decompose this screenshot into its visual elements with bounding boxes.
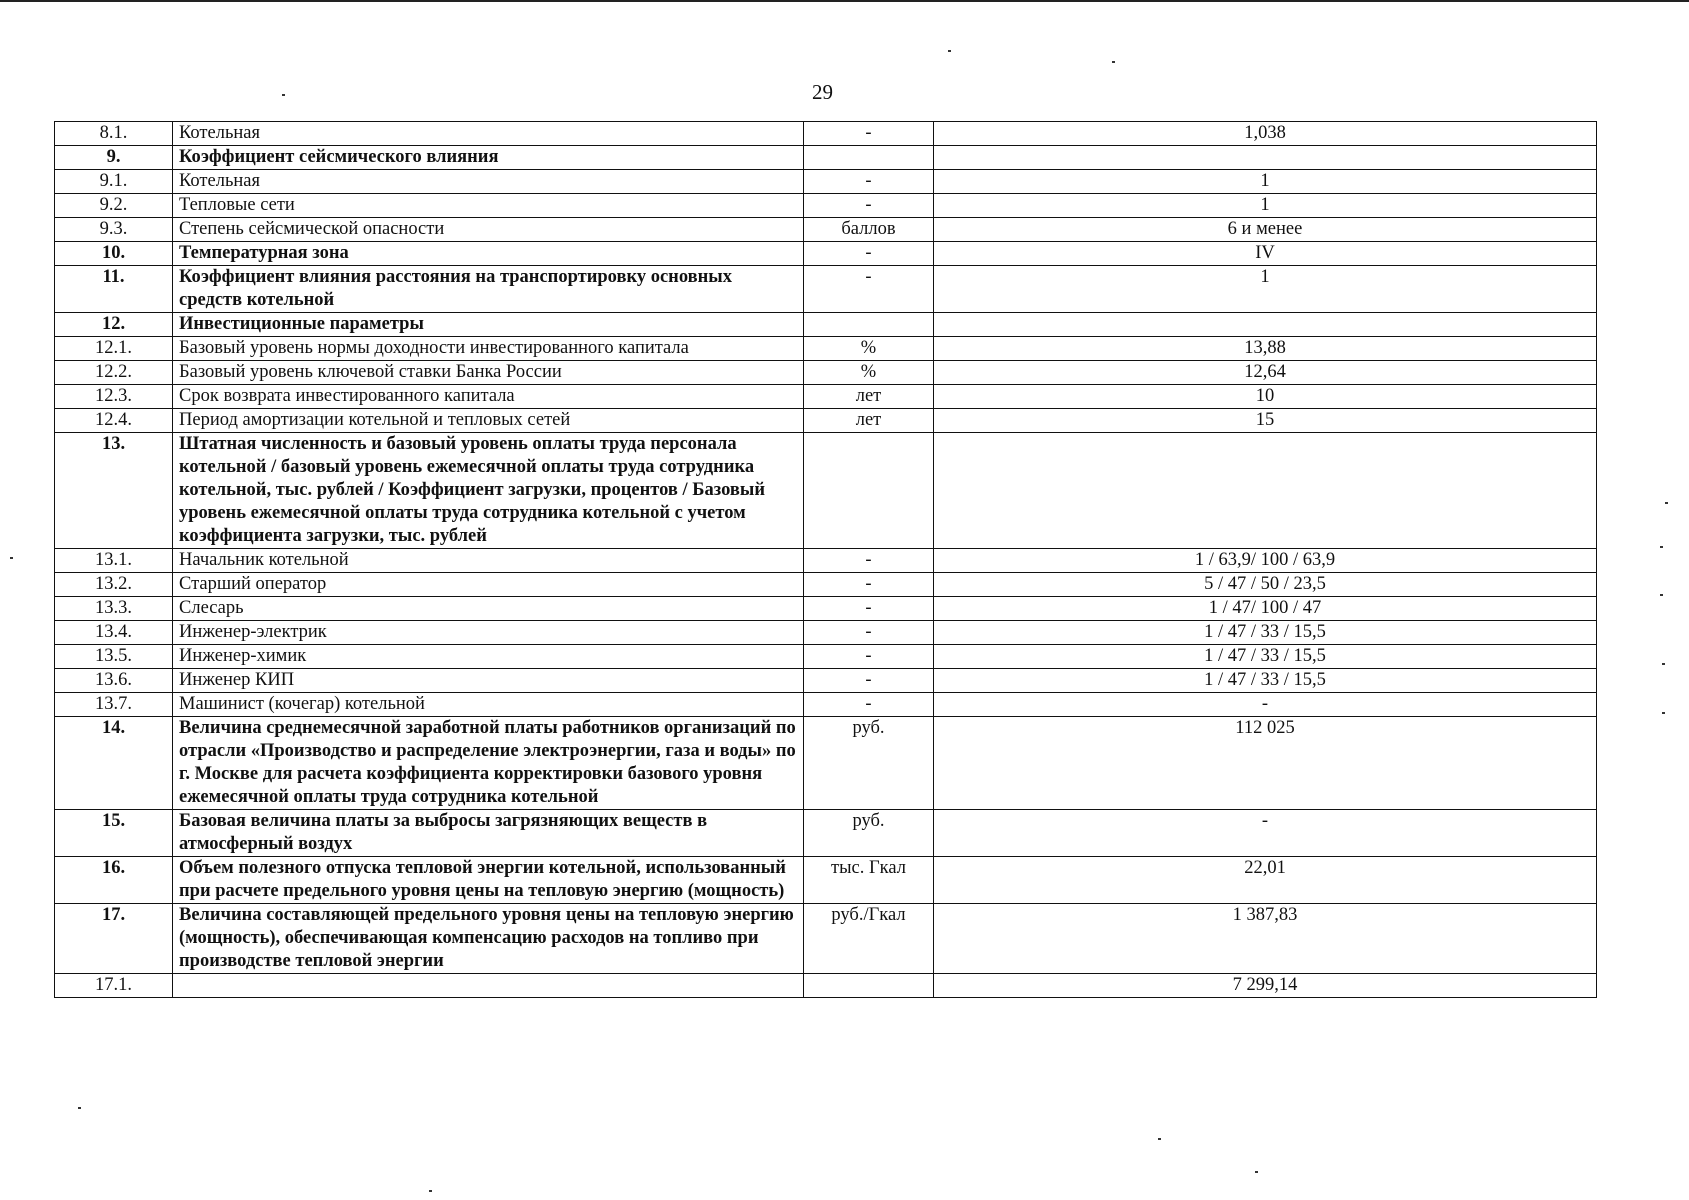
row-value: 1 [934, 194, 1597, 218]
row-value: 15 [934, 409, 1597, 433]
row-name: Коэффициент сейсмического влияния [173, 146, 804, 170]
row-unit: тыс. Гкал [804, 857, 934, 904]
row-value: 1 / 63,9/ 100 / 63,9 [934, 549, 1597, 573]
row-value: 1 387,83 [934, 904, 1597, 974]
row-name: Котельная [173, 170, 804, 194]
row-unit [804, 146, 934, 170]
row-unit: руб. [804, 810, 934, 857]
row-unit: - [804, 621, 934, 645]
row-unit: руб. [804, 717, 934, 810]
row-number: 10. [55, 242, 173, 266]
row-name [173, 974, 804, 998]
row-name: Коэффициент влияния расстояния на транспортировку основных средств котельной [173, 266, 804, 313]
row-number: 9.1. [55, 170, 173, 194]
table-row [55, 974, 1597, 998]
row-unit: % [804, 361, 934, 385]
row-value: 1 / 47 / 33 / 15,5 [934, 669, 1597, 693]
row-number: 13.1. [55, 549, 173, 573]
row-value: 13,88 [934, 337, 1597, 361]
row-number: 13.3. [55, 597, 173, 621]
row-name: Слесарь [173, 597, 804, 621]
row-unit: - [804, 669, 934, 693]
table-row [55, 810, 1597, 857]
table-row [55, 385, 1597, 409]
row-unit: лет [804, 409, 934, 433]
table-row [55, 337, 1597, 361]
table-row [55, 242, 1597, 266]
row-unit: % [804, 337, 934, 361]
table-row [55, 361, 1597, 385]
table-row [55, 218, 1597, 242]
row-value: 1 / 47 / 33 / 15,5 [934, 645, 1597, 669]
row-value [934, 433, 1597, 549]
table-row [55, 266, 1597, 313]
row-value: 1 / 47 / 33 / 15,5 [934, 621, 1597, 645]
table-row [55, 549, 1597, 573]
table-row [55, 621, 1597, 645]
row-number: 9.2. [55, 194, 173, 218]
row-name: Период амортизации котельной и тепловых сетей [173, 409, 804, 433]
table-row [55, 313, 1597, 337]
table-row [55, 597, 1597, 621]
row-unit: - [804, 549, 934, 573]
table-row [55, 573, 1597, 597]
row-value: IV [934, 242, 1597, 266]
table-row [55, 433, 1597, 549]
row-number: 12.1. [55, 337, 173, 361]
row-unit: баллов [804, 218, 934, 242]
row-name: Базовый уровень нормы доходности инвестированного капитала [173, 337, 804, 361]
row-unit: - [804, 597, 934, 621]
row-unit: - [804, 170, 934, 194]
table-row [55, 904, 1597, 974]
row-name: Инженер КИП [173, 669, 804, 693]
row-value: 5 / 47 / 50 / 23,5 [934, 573, 1597, 597]
row-name: Срок возврата инвестированного капитала [173, 385, 804, 409]
row-value: 1 / 47/ 100 / 47 [934, 597, 1597, 621]
table-row [55, 122, 1597, 146]
table-row [55, 146, 1597, 170]
row-number: 12. [55, 313, 173, 337]
row-number: 13.7. [55, 693, 173, 717]
row-unit: - [804, 645, 934, 669]
row-name: Степень сейсмической опасности [173, 218, 804, 242]
row-name: Штатная численность и базовый уровень оплаты труда персонала котельной / базовый уровень ежемесячной оплаты труда сотрудника котельной, тыс. рублей / Коэффициент загрузки, процентов / Базовый уровень ежемесячной оплаты труда сотрудника котельной с учетом коэффициента загрузки, тыс. рублей [173, 433, 804, 549]
row-unit [804, 433, 934, 549]
row-name: Величина составляющей предельного уровня цены на тепловую энергию (мощность), обеспечивающая компенсацию расходов на топливо при производстве тепловой энергии [173, 904, 804, 974]
row-name: Начальник котельной [173, 549, 804, 573]
row-value: 7 299,14 [934, 974, 1597, 998]
row-number: 12.3. [55, 385, 173, 409]
row-name: Тепловые сети [173, 194, 804, 218]
table-row [55, 857, 1597, 904]
row-number: 12.4. [55, 409, 173, 433]
page-number: 29 [812, 80, 833, 104]
table-row [55, 170, 1597, 194]
row-name: Величина среднемесячной заработной платы работников организаций по отрасли «Производство и распределение электроэнергии, газа и воды» по г. Москве для расчета коэффициента корректировки базового уровня ежемесячной оплаты труда сотрудника котельной [173, 717, 804, 810]
row-number: 13.2. [55, 573, 173, 597]
row-unit: - [804, 693, 934, 717]
row-name: Объем полезного отпуска тепловой энергии котельной, использованный при расчете предельного уровня цены на тепловую энергию (мощность) [173, 857, 804, 904]
row-value: 112 025 [934, 717, 1597, 810]
table-row [55, 693, 1597, 717]
row-value: 6 и менее [934, 218, 1597, 242]
row-number: 9. [55, 146, 173, 170]
row-number: 17.1. [55, 974, 173, 998]
row-number: 13.4. [55, 621, 173, 645]
table-row [55, 669, 1597, 693]
row-name: Машинист (кочегар) котельной [173, 693, 804, 717]
row-value: 1 [934, 170, 1597, 194]
row-value: 1,038 [934, 122, 1597, 146]
row-unit: - [804, 122, 934, 146]
row-name: Котельная [173, 122, 804, 146]
table-row [55, 645, 1597, 669]
row-unit: - [804, 266, 934, 313]
row-number: 11. [55, 266, 173, 313]
row-number: 16. [55, 857, 173, 904]
row-name: Инвестиционные параметры [173, 313, 804, 337]
row-number: 13.6. [55, 669, 173, 693]
row-value [934, 146, 1597, 170]
row-unit: - [804, 194, 934, 218]
row-value: - [934, 810, 1597, 857]
row-unit [804, 974, 934, 998]
table-row [55, 194, 1597, 218]
row-name: Старший оператор [173, 573, 804, 597]
row-number: 12.2. [55, 361, 173, 385]
row-value: 1 [934, 266, 1597, 313]
row-name: Базовая величина платы за выбросы загрязняющих веществ в атмосферный воздух [173, 810, 804, 857]
row-unit [804, 313, 934, 337]
row-name: Инженер-электрик [173, 621, 804, 645]
row-number: 13.5. [55, 645, 173, 669]
row-name: Базовый уровень ключевой ставки Банка России [173, 361, 804, 385]
row-unit: руб./Гкал [804, 904, 934, 974]
row-unit: лет [804, 385, 934, 409]
table-body [55, 122, 1597, 998]
parameters-table [54, 121, 1597, 998]
row-number: 15. [55, 810, 173, 857]
row-unit: - [804, 242, 934, 266]
row-name: Температурная зона [173, 242, 804, 266]
row-value: - [934, 693, 1597, 717]
table-row [55, 717, 1597, 810]
row-value: 22,01 [934, 857, 1597, 904]
row-name: Инженер-химик [173, 645, 804, 669]
row-number: 14. [55, 717, 173, 810]
row-number: 8.1. [55, 122, 173, 146]
row-value: 12,64 [934, 361, 1597, 385]
row-number: 17. [55, 904, 173, 974]
row-number: 13. [55, 433, 173, 549]
row-value [934, 313, 1597, 337]
row-number: 9.3. [55, 218, 173, 242]
row-value: 10 [934, 385, 1597, 409]
table-row [55, 409, 1597, 433]
page-top-edge [0, 0, 1689, 2]
row-unit: - [804, 573, 934, 597]
